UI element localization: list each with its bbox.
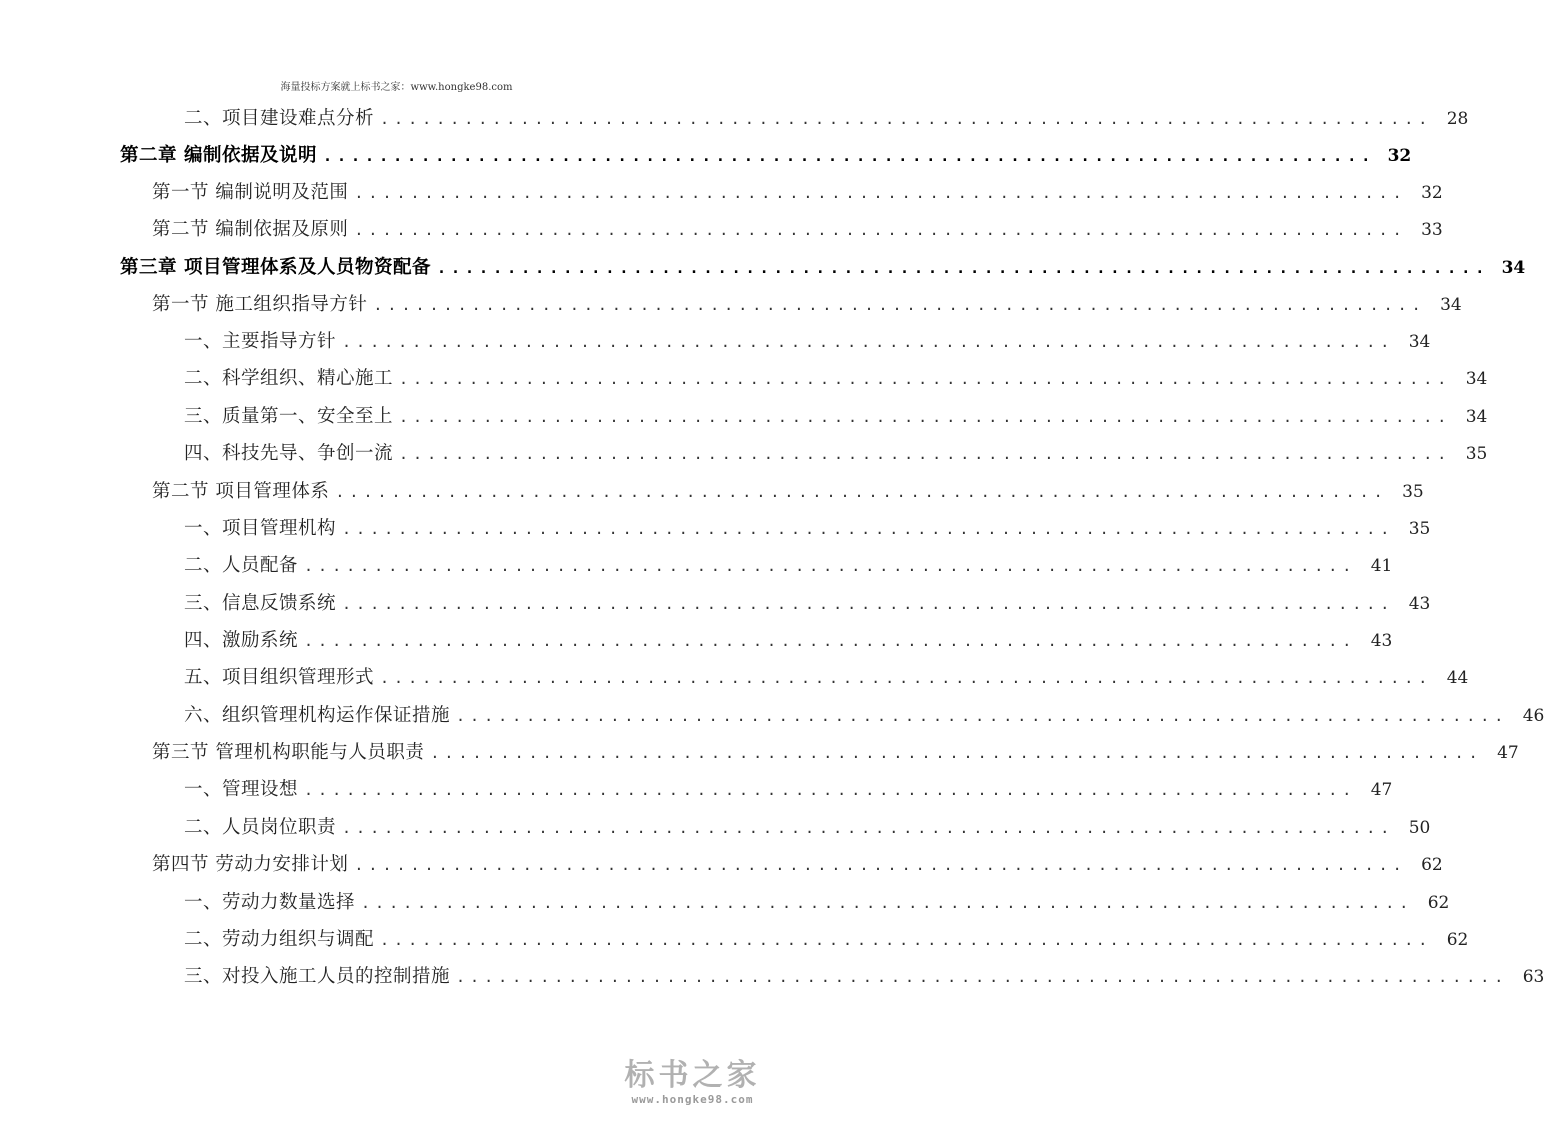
- toc-entry[interactable]: [184, 958, 1544, 995]
- toc-leader-dots: ...........................................................................: [361, 894, 1414, 912]
- toc-page-number: 34: [1465, 369, 1488, 389]
- toc-section-entry[interactable]: [152, 286, 1462, 323]
- toc-page-number: 35: [1408, 519, 1431, 539]
- toc-entry-title: 一、主要指导方针: [184, 331, 337, 352]
- toc-entry-title: 第三章 项目管理体系及人员物资配备: [120, 257, 431, 278]
- toc-entry-title: 一、管理设想: [184, 779, 299, 800]
- toc-entry-title: 一、劳动力数量选择: [184, 892, 356, 913]
- toc-section-entry[interactable]: [152, 174, 1443, 211]
- page-header: 海量投标方案就上标书之家：www.hongke98.com: [280, 82, 513, 93]
- toc-entry[interactable]: [184, 323, 1431, 360]
- toc-page-number: 32: [1387, 146, 1412, 166]
- toc-entry[interactable]: [184, 921, 1469, 958]
- toc-page-number: 46: [1522, 706, 1544, 726]
- toc-leader-dots: ...........................................................................: [342, 595, 1395, 613]
- toc-entry-title: 六、组织管理机构运作保证措施: [184, 705, 451, 726]
- toc-leader-dots: ...........................................................................: [304, 781, 1357, 799]
- toc-page-number: 33: [1421, 220, 1443, 240]
- toc-chapter-entry[interactable]: [120, 137, 1412, 174]
- toc-leader-dots: ...........................................................................: [380, 669, 1433, 687]
- toc-page-number: 62: [1421, 855, 1443, 875]
- toc-leader-dots: ...........................................................................: [399, 408, 1452, 426]
- toc-page-number: 44: [1446, 668, 1469, 688]
- toc-entry[interactable]: [184, 809, 1431, 846]
- toc-leader-dots: ...........................................................................: [373, 296, 1426, 314]
- toc-page-number: 43: [1370, 631, 1393, 651]
- toc-page-number: 43: [1408, 594, 1431, 614]
- toc-section-entry[interactable]: [152, 211, 1443, 248]
- toc-page-number: 35: [1402, 482, 1424, 502]
- toc-leader-dots: ...........................................................................: [380, 931, 1433, 949]
- toc-entry-title: 五、项目组织管理形式: [184, 667, 375, 688]
- toc-entry[interactable]: [184, 659, 1469, 696]
- toc-entry-title: 三、质量第一、安全至上: [184, 406, 394, 427]
- toc-entry-title: 二、人员岗位职责: [184, 817, 337, 838]
- toc-leader-dots: ...........................................................................: [399, 445, 1452, 463]
- toc-entry-title: 第四节 劳动力安排计划: [152, 854, 349, 875]
- toc-page-number: 35: [1465, 444, 1488, 464]
- toc-section-entry[interactable]: [152, 846, 1443, 883]
- toc-entry-title: 第一节 编制说明及范围: [152, 182, 349, 203]
- toc-page-number: 34: [1440, 295, 1462, 315]
- watermark-url: www.hongke98.com: [631, 1093, 754, 1106]
- toc-entry[interactable]: [184, 771, 1393, 808]
- toc-page-number: 63: [1522, 967, 1544, 987]
- toc-page-number: 62: [1427, 893, 1450, 913]
- toc-entry-title: 第一节 施工组织指导方针: [152, 294, 368, 315]
- toc-entry-title: 第二节 编制依据及原则: [152, 219, 349, 240]
- toc-entry[interactable]: [184, 622, 1393, 659]
- toc-leader-dots: ...........................................................................: [436, 259, 1490, 277]
- toc-entry[interactable]: [184, 884, 1450, 921]
- toc-page-number: 34: [1501, 258, 1526, 278]
- toc-leader-dots: ...........................................................................: [304, 557, 1357, 575]
- toc-entry[interactable]: [184, 398, 1488, 435]
- toc-leader-dots: ...........................................................................: [322, 147, 1376, 165]
- toc-entry-title: 二、科学组织、精心施工: [184, 368, 394, 389]
- toc-entry-title: 二、人员配备: [184, 555, 299, 576]
- toc-entry-title: 三、信息反馈系统: [184, 593, 337, 614]
- toc-chapter-entry[interactable]: [120, 249, 1526, 286]
- toc-leader-dots: ...........................................................................: [430, 744, 1483, 762]
- toc-entry-title: 第三节 管理机构职能与人员职责: [152, 742, 425, 763]
- watermark-logo: [610, 1059, 775, 1106]
- toc-leader-dots: ...........................................................................: [456, 968, 1509, 986]
- toc-entry[interactable]: [184, 697, 1544, 734]
- toc-entry[interactable]: [184, 585, 1431, 622]
- toc-section-entry[interactable]: [152, 473, 1424, 510]
- toc-leader-dots: ...........................................................................: [399, 370, 1452, 388]
- toc-page-number: 47: [1497, 743, 1519, 763]
- toc-section-entry[interactable]: [152, 734, 1519, 771]
- toc-leader-dots: ...........................................................................: [335, 483, 1388, 501]
- toc-page-number: 62: [1446, 930, 1469, 950]
- toc-entry-title: 第二章 编制依据及说明: [120, 145, 317, 166]
- toc-leader-dots: ...........................................................................: [342, 819, 1395, 837]
- toc-page-number: 47: [1370, 780, 1393, 800]
- toc-page-number: 50: [1408, 818, 1431, 838]
- toc-entry-title: 二、劳动力组织与调配: [184, 929, 375, 950]
- toc-entry-title: 第二节 项目管理体系: [152, 481, 330, 502]
- toc-entry[interactable]: [184, 547, 1393, 584]
- toc-leader-dots: ...........................................................................: [304, 632, 1357, 650]
- toc-page-number: 32: [1421, 183, 1443, 203]
- toc-leader-dots: ...........................................................................: [342, 520, 1395, 538]
- toc-leader-dots: ...........................................................................: [380, 110, 1433, 128]
- toc-page-number: 34: [1408, 332, 1431, 352]
- toc-entry-title: 四、科技先导、争创一流: [184, 443, 394, 464]
- toc-entry[interactable]: [184, 510, 1431, 547]
- toc-entry-title: 三、对投入施工人员的控制措施: [184, 966, 451, 987]
- toc-entry-title: 二、项目建设难点分析: [184, 108, 375, 129]
- watermark-logo-text: 标书之家: [624, 1058, 761, 1093]
- toc-entry[interactable]: [184, 435, 1488, 472]
- toc-page-number: 41: [1370, 556, 1393, 576]
- toc-entry-title: 一、项目管理机构: [184, 518, 337, 539]
- toc-leader-dots: ...........................................................................: [456, 707, 1509, 725]
- toc-entry[interactable]: [184, 100, 1469, 137]
- toc-leader-dots: ...........................................................................: [354, 221, 1407, 239]
- toc-page-number: 34: [1465, 407, 1488, 427]
- toc-page-number: 28: [1446, 109, 1469, 129]
- toc-entry-title: 四、激励系统: [184, 630, 299, 651]
- toc-leader-dots: ...........................................................................: [354, 856, 1407, 874]
- toc-leader-dots: ...........................................................................: [354, 184, 1407, 202]
- toc-entry[interactable]: [184, 360, 1488, 397]
- toc-leader-dots: ...........................................................................: [342, 333, 1395, 351]
